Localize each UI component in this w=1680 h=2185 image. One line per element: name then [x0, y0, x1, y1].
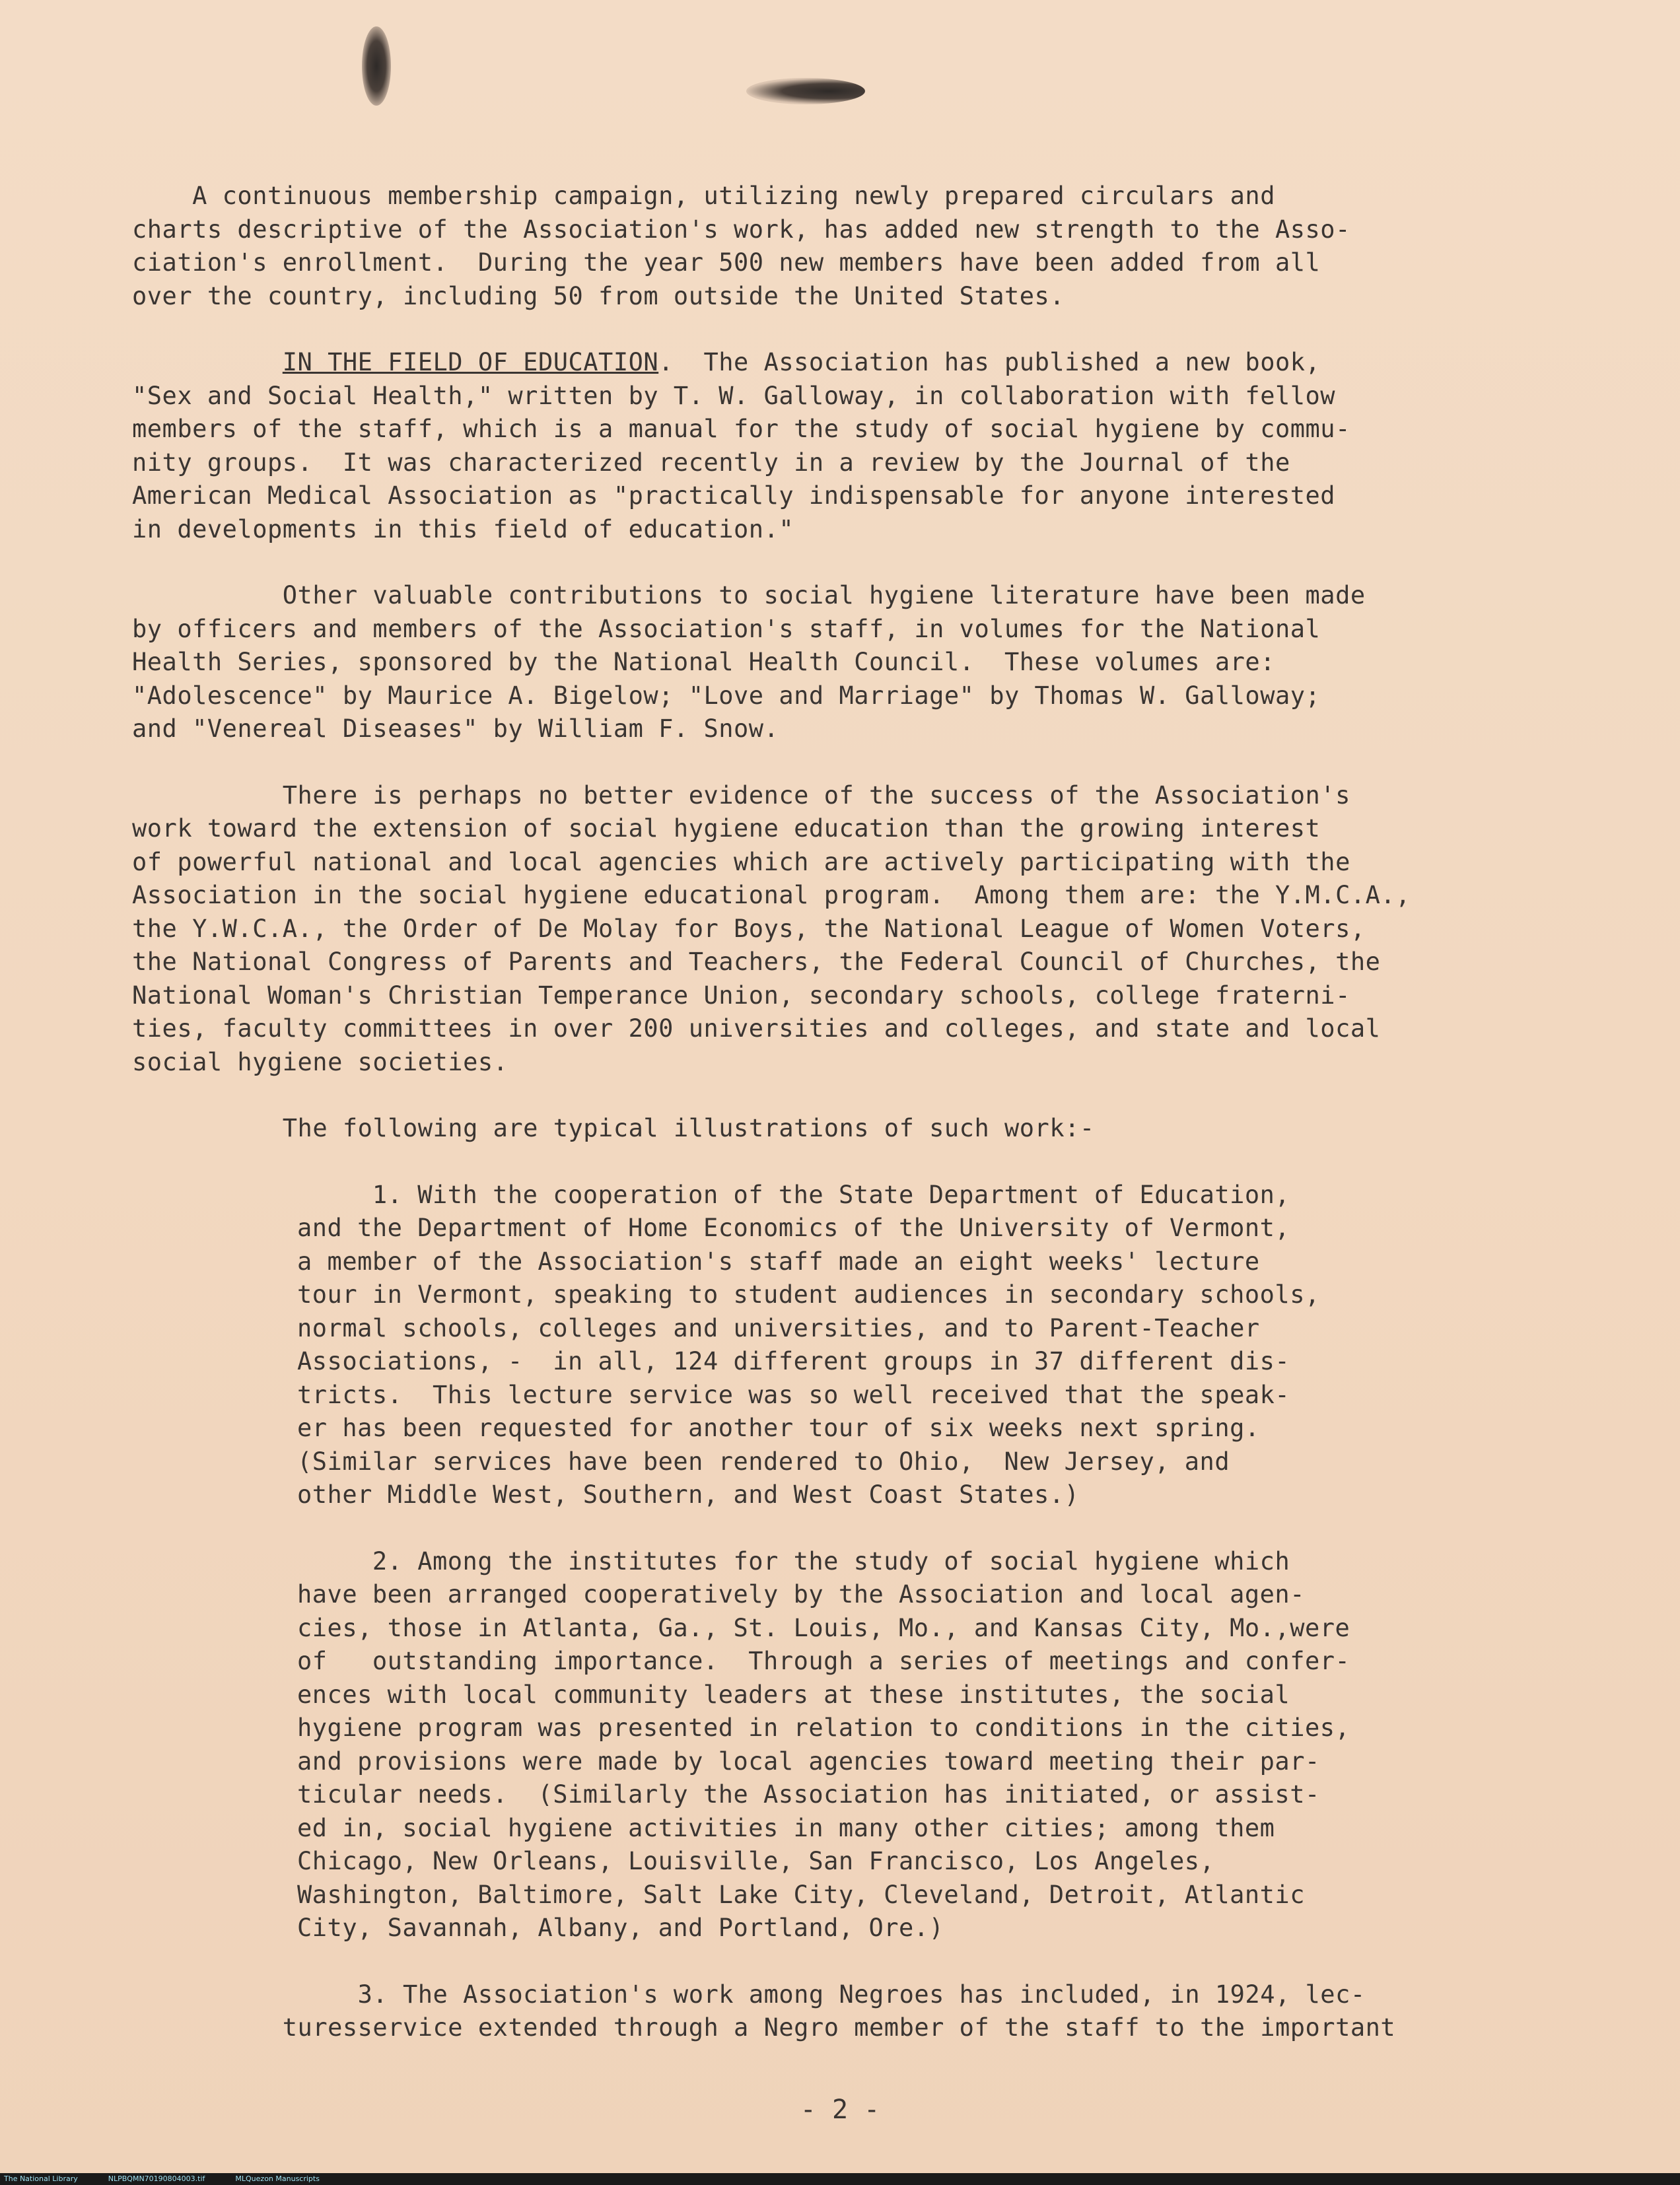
library-name: The National Library — [4, 2174, 78, 2183]
paragraph-contributions: Other valuable contributions to social hygiene literature have been made by officers and members of the Association's staff, in volumes for the National Health Series, sponsored by the National Health Council. These volumes are: "Adolescence" by Maurice A. Bigelow; "Love and Marriage" by Thomas W. Galloway; and "Venereal Diseases" by William F. Snow. — [132, 581, 1366, 743]
file-name: NLPBQMN70190804003.tif — [108, 2174, 205, 2183]
list-item-negroes: 3. The Association's work among Negroes has included, in 1924, lec- turesservice extended through a Negro member of the staff to the important — [282, 1980, 1396, 2042]
section-heading-education: IN THE FIELD OF EDUCATION — [282, 348, 659, 376]
ink-blot — [362, 26, 391, 106]
collection-name: MLQuezon Manuscripts — [235, 2174, 320, 2183]
paragraph-illustrations-intro: The following are typical illustrations of such work:- — [132, 1114, 1095, 1142]
list-item-vermont: 1. With the cooperation of the State Department of Education, and the Department of Home Economics of the University of Vermont, a member of the Association's staff made an eight weeks' lecture tour in Vermont, speaking to student audiences in secondary schools, normal schools, colleges and universities, and to Parent-Teacher Associations, - in all, 124 different groups in 37 different dis- tricts. This lecture service was so well received that the speak- er has been requested for another tour of six weeks next spring. (Similar services have been rendered to Ohio, New Jersey, and other Middle West, Southern, and West Coast States.) — [297, 1180, 1320, 1509]
archive-footer-strip — [0, 2173, 1680, 2185]
ink-smudge — [746, 78, 865, 104]
paragraph-evidence: There is perhaps no better evidence of the success of the Association's work toward the extension of social hygiene education than the growing interest of powerful national and local agencies which are actively participating with the Association in the social hygiene educational program. Among them are: the Y.M.C.A., the Y.W.C.A., the Order of De Molay for Boys, the National League of Women Voters, the National Congress of Parents and Teachers, the Federal Council of Churches, the National Woman's Christian Temperance Union, secondary schools, college fraterni- ties, faculty committees in over 200 universities and colleges, and state and local social hygiene societies. — [132, 780, 1411, 1076]
list-item-institutes: 2. Among the institutes for the study of social hygiene which have been arranged cooperatively by the Association and local agen- cies, those in Atlanta, Ga., St. Louis, Mo., and Kansas City, Mo.,were of outstanding importance. Through a series of meetings and confer- ences with local community leaders at these institutes, the social hygiene program was presented in relation to conditions in the cities, and provisions were made by local agencies toward meeting their par- ticular needs. (Similarly the Association has initiated, or assist- ed in, social hygiene activities in many other cities; among them Chicago, New Orleans, Louisville, San Francisco, Los Angeles, Washington, Baltimore, Salt Lake City, Cleveland, Detroit, Atlantic City, Savannah, Albany, and Portland, Ore.) — [297, 1546, 1350, 1942]
paragraph-membership: A continuous membership campaign, utilizing newly prepared circulars and charts descriptive of the Association's work, has added new strength to the Asso- ciation's enrollment. During the year 500 new members have been added from all over the country, including 50 from outside the United States. — [132, 182, 1350, 310]
document-body — [132, 180, 1545, 2045]
page-number: - 2 - — [800, 2095, 880, 2125]
education-body-text: . The Association has published a new book, "Sex and Social Health," written by T. W. Galloway, in collaboration with fellow members of the staff, which is a manual for the study of social hygiene by commu- nity groups. It was characterized recently in a review by the Journal of the American Medical Association as "practically indispensable for anyone interested in developments in this field of education." — [132, 348, 1350, 543]
paragraph-education — [132, 346, 1545, 546]
